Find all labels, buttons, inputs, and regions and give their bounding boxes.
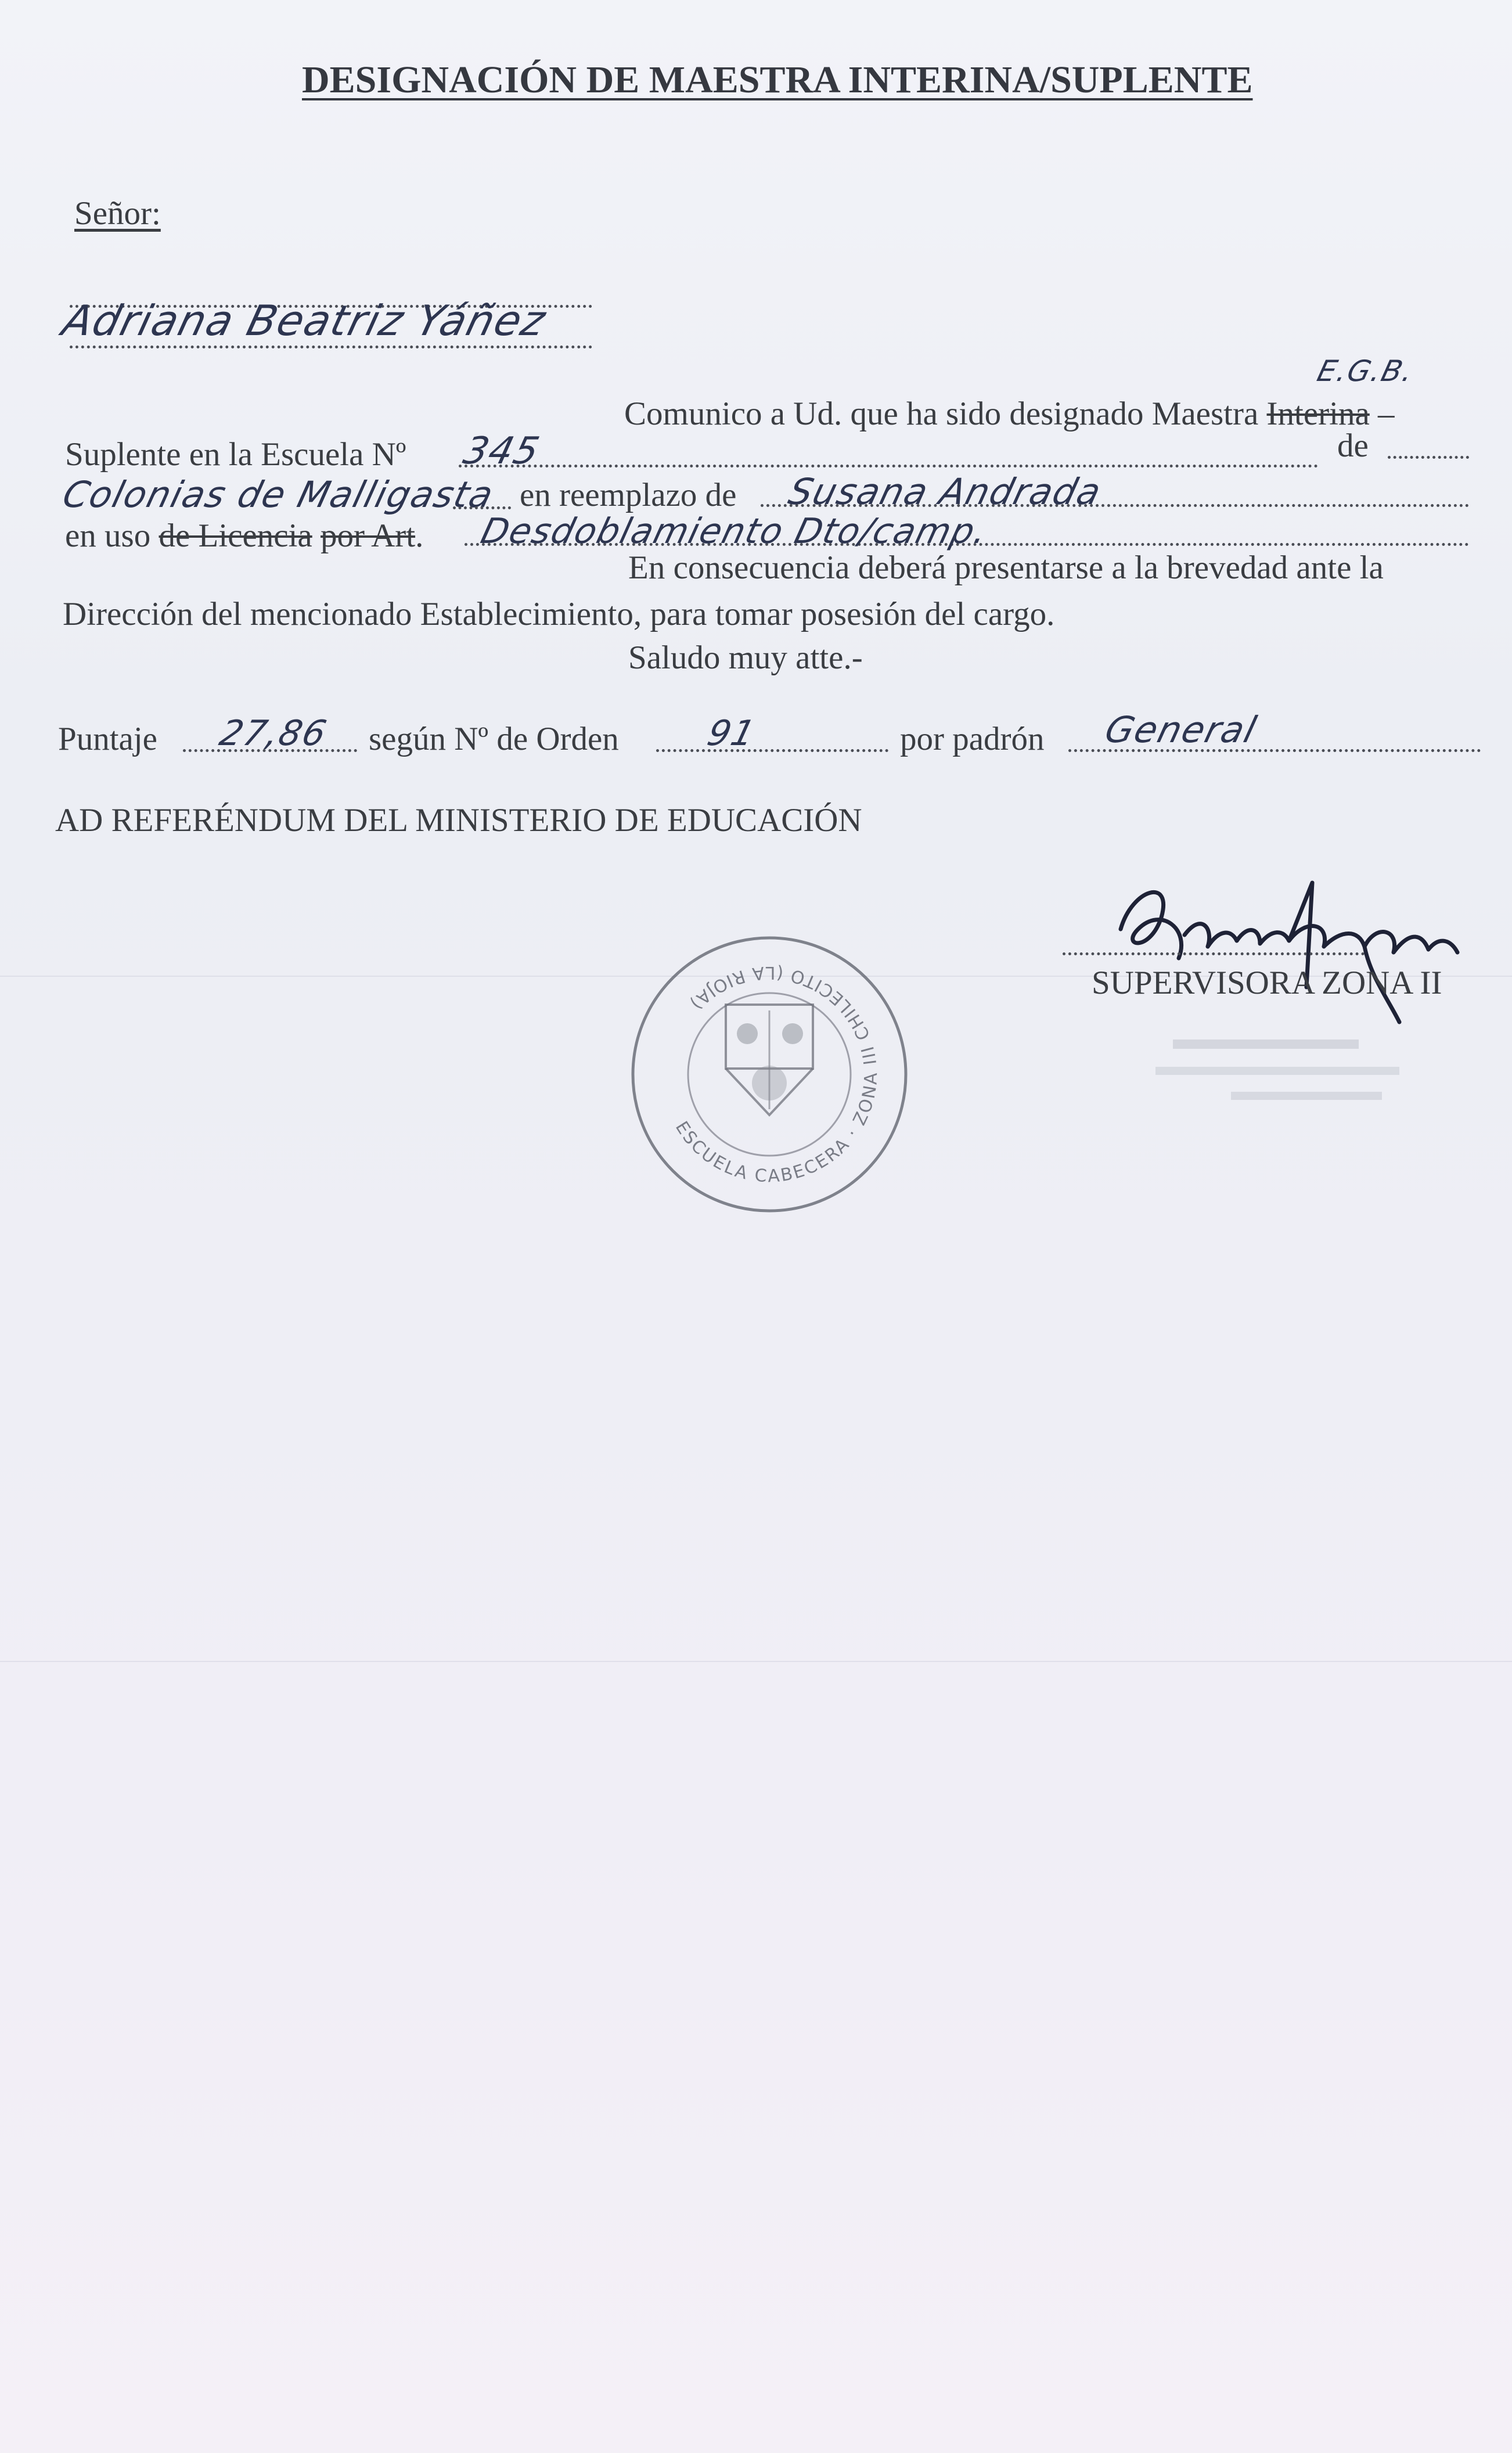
- school-number: 345: [459, 430, 545, 473]
- padron-label: por padrón: [900, 721, 1045, 757]
- closing: Saludo muy atte.-: [628, 639, 863, 676]
- designation-line: [624, 395, 1395, 433]
- dotted-line: [656, 749, 888, 752]
- replaced-person: Susana Andrada: [784, 470, 1106, 513]
- replacement-label: en reemplazo de: [520, 477, 737, 513]
- orden-label: según Nº de Orden: [369, 721, 619, 757]
- paragraph-line-2: Dirección del mencionado Establecimiento, para tomar posesión del cargo.: [63, 596, 1055, 632]
- school-seal: [624, 929, 915, 1220]
- faded-name-stamp: [1150, 1031, 1423, 1118]
- orden-value: 91: [703, 713, 761, 754]
- paper-crease: [0, 1661, 1512, 1662]
- struck-licencia: de Licencia: [159, 517, 312, 554]
- seal-text: ESCUELA CABECERA · ZONA III CHILECITO (LA RIOJA): [671, 962, 882, 1187]
- recipient-name: Adriana Beatriz Yáñez: [57, 296, 552, 345]
- dash: –: [1369, 395, 1395, 432]
- leave-line: en uso de Licencia por Art.: [65, 517, 424, 554]
- ad-referendum: AD REFERÉNDUM DEL MINISTERIO DE EDUCACIÓN: [55, 802, 862, 839]
- leave-prefix: en uso: [65, 517, 151, 554]
- leave-reason: Desdoblamiento Dto/camp.: [477, 511, 992, 552]
- puntaje-value: 27,86: [215, 713, 332, 754]
- dotted-line: [459, 465, 1318, 467]
- paragraph-line-1: En consecuencia deberá presentarse a la brevedad ante la: [628, 549, 1384, 586]
- struck-por-art: por Art: [320, 517, 416, 554]
- struck-interina: Interina: [1266, 395, 1370, 432]
- signer-title: SUPERVISORA ZONA II: [1092, 965, 1442, 1001]
- school-label: Suplente en la Escuela Nº: [65, 436, 406, 473]
- padron-value: General: [1100, 708, 1262, 751]
- document-title: DESIGNACIÓN DE MAESTRA INTERINA/SUPLENTE: [302, 59, 1253, 101]
- egb-note: E.G.B.: [1313, 354, 1418, 388]
- designation-text: Comunico a Ud. que ha sido designado Maestra: [624, 395, 1259, 432]
- dotted-line: [70, 346, 592, 348]
- salutation: Señor:: [74, 195, 161, 232]
- handwritten-signature: [1097, 842, 1504, 1051]
- dotted-line: [1388, 456, 1469, 459]
- signature-line: [1063, 952, 1365, 955]
- puntaje-label: Puntaje: [58, 721, 157, 757]
- school-location: Colonias de Malligasta: [58, 473, 499, 516]
- dotted-line: [453, 506, 511, 509]
- de-label: de: [1337, 427, 1369, 464]
